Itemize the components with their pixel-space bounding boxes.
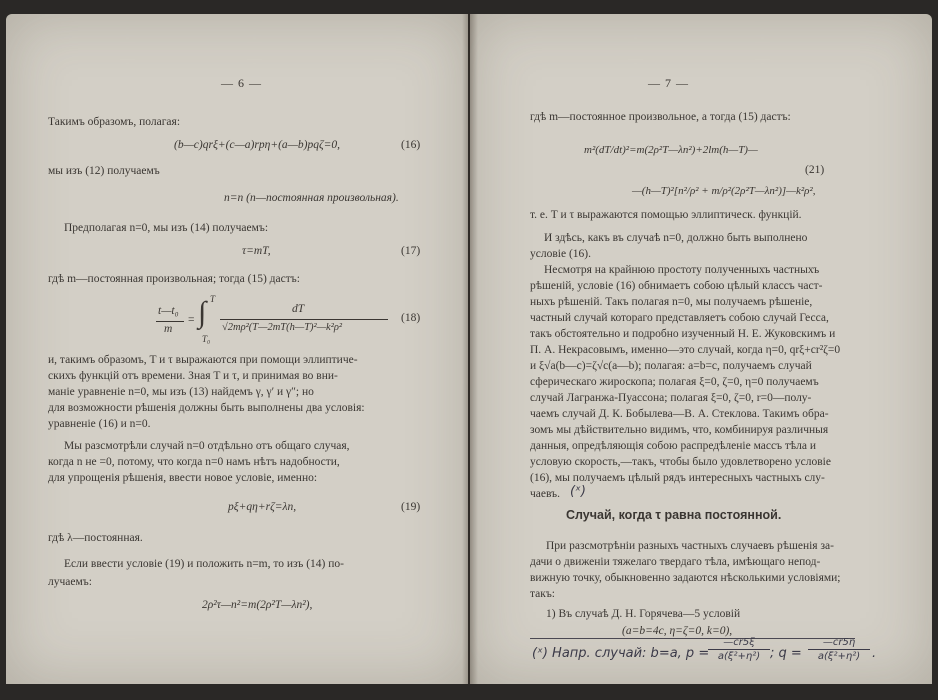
text-line: условіе (16).: [530, 248, 591, 260]
page-number: — 6 —: [221, 76, 262, 90]
text-line: такъ обстоятельно и подробно изученный Н. Е. Жуковскимъ и: [530, 328, 836, 340]
text-line: гдѣ λ—постоянная.: [48, 532, 143, 544]
text-line: лучаемъ:: [48, 576, 92, 588]
equation-number: (16): [401, 139, 421, 151]
equation-last: 2ρ²τ—n²=m(2ρ²T—λn²),: [202, 599, 313, 611]
text-line: и, такимъ образомъ, T и τ выражаются при помощи эллиптиче-: [48, 354, 358, 366]
handwritten-note: ; q =: [770, 646, 802, 661]
handwritten-note: (ˣ) Напр. случай: b=a, p =: [532, 646, 710, 661]
text-line: гдѣ m—постоянная произвольная; тогда (15) дастъ:: [48, 273, 300, 285]
text-line: 1) Въ случаѣ Д. Н. Горячева—5 условій: [546, 608, 741, 620]
text-line: вижную точку, обыкновенно задаются нѣсколькими условіями;: [530, 572, 841, 584]
text-line: сферическаго жироскопа; полагая ξ=0, ζ=0, η=0 получаемъ: [530, 376, 819, 388]
text-line: Предполагая n=0, мы изъ (14) получаемъ:: [64, 222, 269, 234]
text-line: мы изъ (12) получаемъ: [48, 165, 160, 177]
text-line: т. е. T и τ выражаются помощью эллиптическ. функцій.: [530, 209, 802, 221]
handwritten-note: .: [872, 646, 877, 661]
fraction-bar: [220, 319, 388, 320]
eq18-rhs-numerator: dT: [292, 303, 305, 315]
text-line: При разсмотрѣніи разныхъ частныхъ случаевъ рѣшенія за-: [546, 540, 834, 552]
text-line: Если ввести условіе (19) и положить n=m, то изъ (14) по-: [64, 558, 344, 570]
equation-number: (19): [401, 501, 421, 513]
text-line: (16), мы получаемъ цѣлый рядъ интересныхъ частныхъ слу-: [530, 472, 825, 484]
equation-last: (a=b=4c, η=ζ=0, k=0),: [622, 625, 733, 637]
text-line: чаевъ.: [530, 488, 560, 500]
text-line: дачи о движеніи тяжелаго твердаго тѣла, имѣющаго непод-: [530, 556, 821, 568]
footnote-rule: [530, 638, 855, 639]
right-page: [470, 14, 932, 684]
fraction-numerator: —cr5ξ: [723, 637, 755, 648]
text-line: данныя, опредѣляющія собою распредѣленіе массъ тѣла и: [530, 440, 817, 452]
fraction-bar: [708, 649, 770, 650]
text-line: для упрощенія рѣшенія, ввести новое условіе, именно:: [48, 472, 318, 484]
page-number: — 7 —: [648, 76, 689, 90]
text-line: когда n не =0, потому, что когда n=0 намъ нѣтъ надобности,: [48, 456, 340, 468]
text-line: гдѣ m—постоянное произвольное, а тогда (15) дастъ:: [530, 111, 791, 123]
footnote-mark: (ˣ): [570, 484, 586, 499]
text-line: условую скорость,—такъ, чтобы было удовлетворено условіе: [530, 456, 831, 468]
equation-number: (21): [805, 164, 825, 176]
equals-sign: =: [188, 314, 195, 326]
text-line: Мы разсмотрѣли случай n=0 отдѣльно отъ общаго случая,: [64, 440, 350, 452]
equation-n: n=n (n—постоянная произвольная).: [224, 192, 399, 204]
text-line: зомъ мы дѣйствительно видимъ, что, комбинируя различныя: [530, 424, 829, 436]
text-line: частный случай котораго представляетъ собою случай Гесса,: [530, 312, 829, 324]
integral-lower-limit: T₀: [202, 334, 211, 344]
text-line: ныхъ рѣшеній. Такъ полагая n=0, мы получаемъ рѣшеніе,: [530, 296, 813, 308]
text-line: чаемъ случай Д. К. Бобылева—В. А. Стеклова. Такимъ обра-: [530, 408, 829, 420]
equation-number: (17): [401, 245, 421, 257]
text-line: Такимъ образомъ, полагая:: [48, 116, 181, 128]
eq18-rhs-denominator: √2mρ²(T—2mT(h—T)²—k²ρ²: [222, 322, 343, 333]
equation-number: (18): [401, 312, 421, 324]
fraction-bar: [808, 649, 870, 650]
text-line: уравненіе (16) и n=0.: [48, 418, 151, 430]
text-line: и ξ√a(b—c)=ζ√c(a—b); полагая: a=b=c, получаемъ случай: [530, 360, 812, 372]
text-line: случай Лагранжа-Пуассона; полагая ξ=0, ζ=0, r=0—полу-: [530, 392, 812, 404]
equation-17: τ=mT,: [242, 245, 271, 257]
equation-19: pξ+qη+rζ=λn,: [228, 501, 297, 513]
fraction-denominator: a(ξ²+η²): [717, 651, 761, 662]
text-line: такъ:: [530, 588, 555, 600]
fraction-denominator: a(ξ²+η²): [817, 651, 861, 662]
text-line: маніе уравненіе n=0, мы изъ (13) найдемъ γ, γ′ и γ″; но: [48, 386, 314, 398]
handwritten-fraction: [808, 637, 870, 662]
book-gutter: [462, 14, 478, 684]
text-line: Несмотря на крайнюю простоту полученныхъ частныхъ: [544, 264, 820, 276]
eq18-lhs-numerator: t—t₀: [158, 305, 179, 317]
left-page: [6, 14, 468, 684]
equation-16: (b—c)qrξ+(c—a)rpη+(a—b)pqζ=0,: [174, 139, 341, 151]
fraction-bar: [156, 321, 184, 322]
equation-21-first-line: m²(dT/dt)²=m(2ρ²T—λn²)+2lm(h—T)—: [584, 144, 758, 156]
text-line: скихъ функцій отъ времени. Зная T и τ, и принимая во вни-: [48, 370, 338, 382]
equation-21-second-line: —(h—T)²[n²/ρ² + m/ρ²(2ρ²T—λn²)]—k²ρ²,: [632, 185, 816, 197]
text-line: рѣшеній, условіе (16) обнимаетъ собою цѣлый классъ част-: [530, 280, 823, 292]
section-heading: Случай, когда τ равна постоянной.: [566, 508, 782, 522]
fraction-numerator: —cr5η: [822, 637, 856, 648]
handwritten-fraction: [708, 637, 770, 662]
integral-upper-limit: T: [210, 294, 216, 304]
text-line: И здѣсь, какъ въ случаѣ n=0, должно быть выполнено: [544, 232, 808, 244]
eq18-lhs-denominator: m: [164, 323, 173, 335]
text-line: П. А. Некрасовымъ, именно—это случай, когда η=0, qrξ+cr²ζ=0: [530, 344, 841, 356]
text-line: для возможности рѣшенія должны быть выполнены два условія:: [48, 402, 365, 414]
integral-sign: ∫: [198, 296, 207, 329]
